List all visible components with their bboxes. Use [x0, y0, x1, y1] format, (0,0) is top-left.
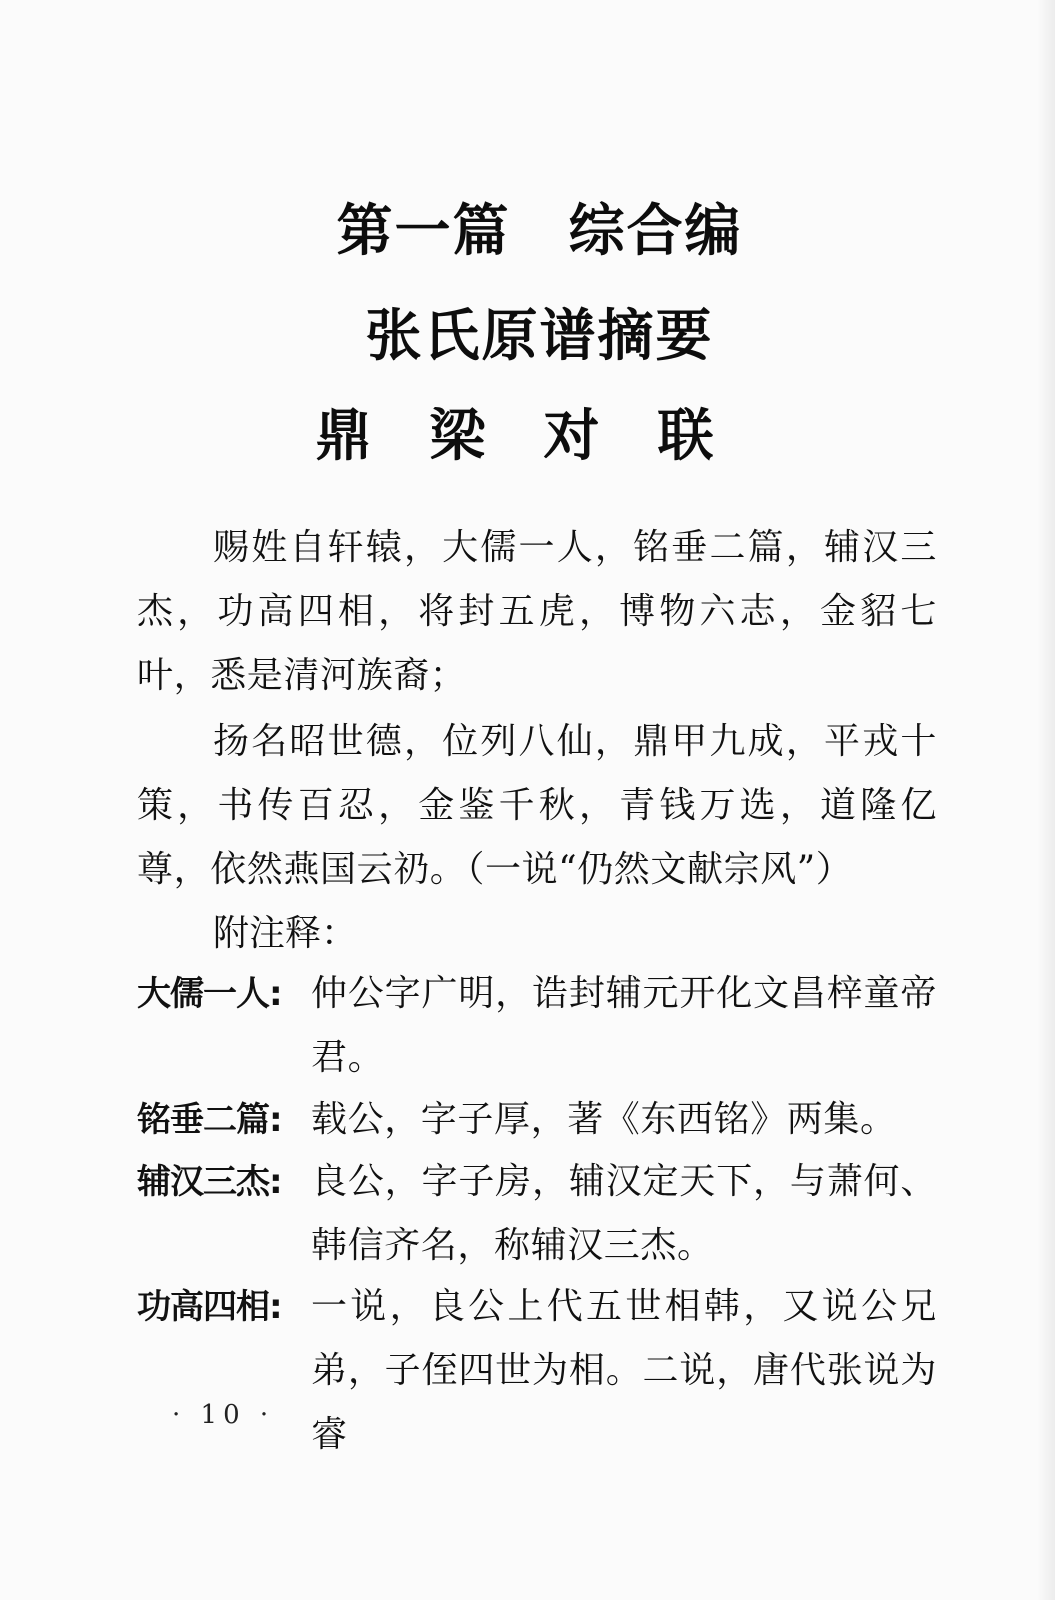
- note-term-colon: :: [269, 1287, 282, 1327]
- note-text: 一说，良公上代五世相韩，又说公兄弟，子侄四世为相。二说，唐代张说为睿: [311, 1286, 937, 1455]
- note-entry: [137, 1275, 937, 1467]
- note-term-text: 辅汉三杰: [137, 1162, 269, 1202]
- note-text: 良公，字子房，辅汉定天下，与萧何、韩信齐名，称辅汉三杰。: [311, 1161, 937, 1266]
- section-title: 张氏原谱摘要: [365, 304, 714, 369]
- note-term-colon: :: [269, 1100, 282, 1140]
- note-term: [137, 962, 311, 1026]
- note-term-text: 大儒一人: [137, 974, 269, 1014]
- couplet-first-line: 赐姓自轩辕，大儒一人，铭垂二篇，辅汉三杰，功高四相，将封五虎，博物六志，金貂七叶，悉是清河族裔；: [137, 527, 937, 696]
- note-entry: [137, 962, 937, 1090]
- page-number: · 10 ·: [172, 1400, 275, 1430]
- note-term-colon: :: [269, 974, 282, 1014]
- note-entry: [137, 1088, 937, 1152]
- note-entry: [137, 1150, 937, 1278]
- notes-heading: 附注释：: [213, 913, 358, 954]
- couplet-second-line: 扬名昭世德，位列八仙，鼎甲九成，平戎十策，书传百忍，金鉴千秋，青钱万选，道隆亿尊，依然燕国云礽。（一说“仍然文献宗风”）: [137, 721, 937, 890]
- note-term: [137, 1150, 311, 1214]
- note-term-text: 铭垂二篇: [137, 1100, 269, 1140]
- note-term: [137, 1275, 311, 1339]
- note-text: 仲公字广明，诰封辅元开化文昌梓童帝君。: [311, 973, 937, 1078]
- chapter-title: 鼎梁对联: [315, 404, 772, 469]
- note-term-colon: :: [269, 1162, 282, 1202]
- note-term-text: 功高四相: [137, 1287, 269, 1327]
- note-term: [137, 1088, 311, 1152]
- part-title: 第一篇 综合编: [336, 199, 743, 264]
- note-text: 载公，字子厚，著《东西铭》两集。: [311, 1099, 897, 1140]
